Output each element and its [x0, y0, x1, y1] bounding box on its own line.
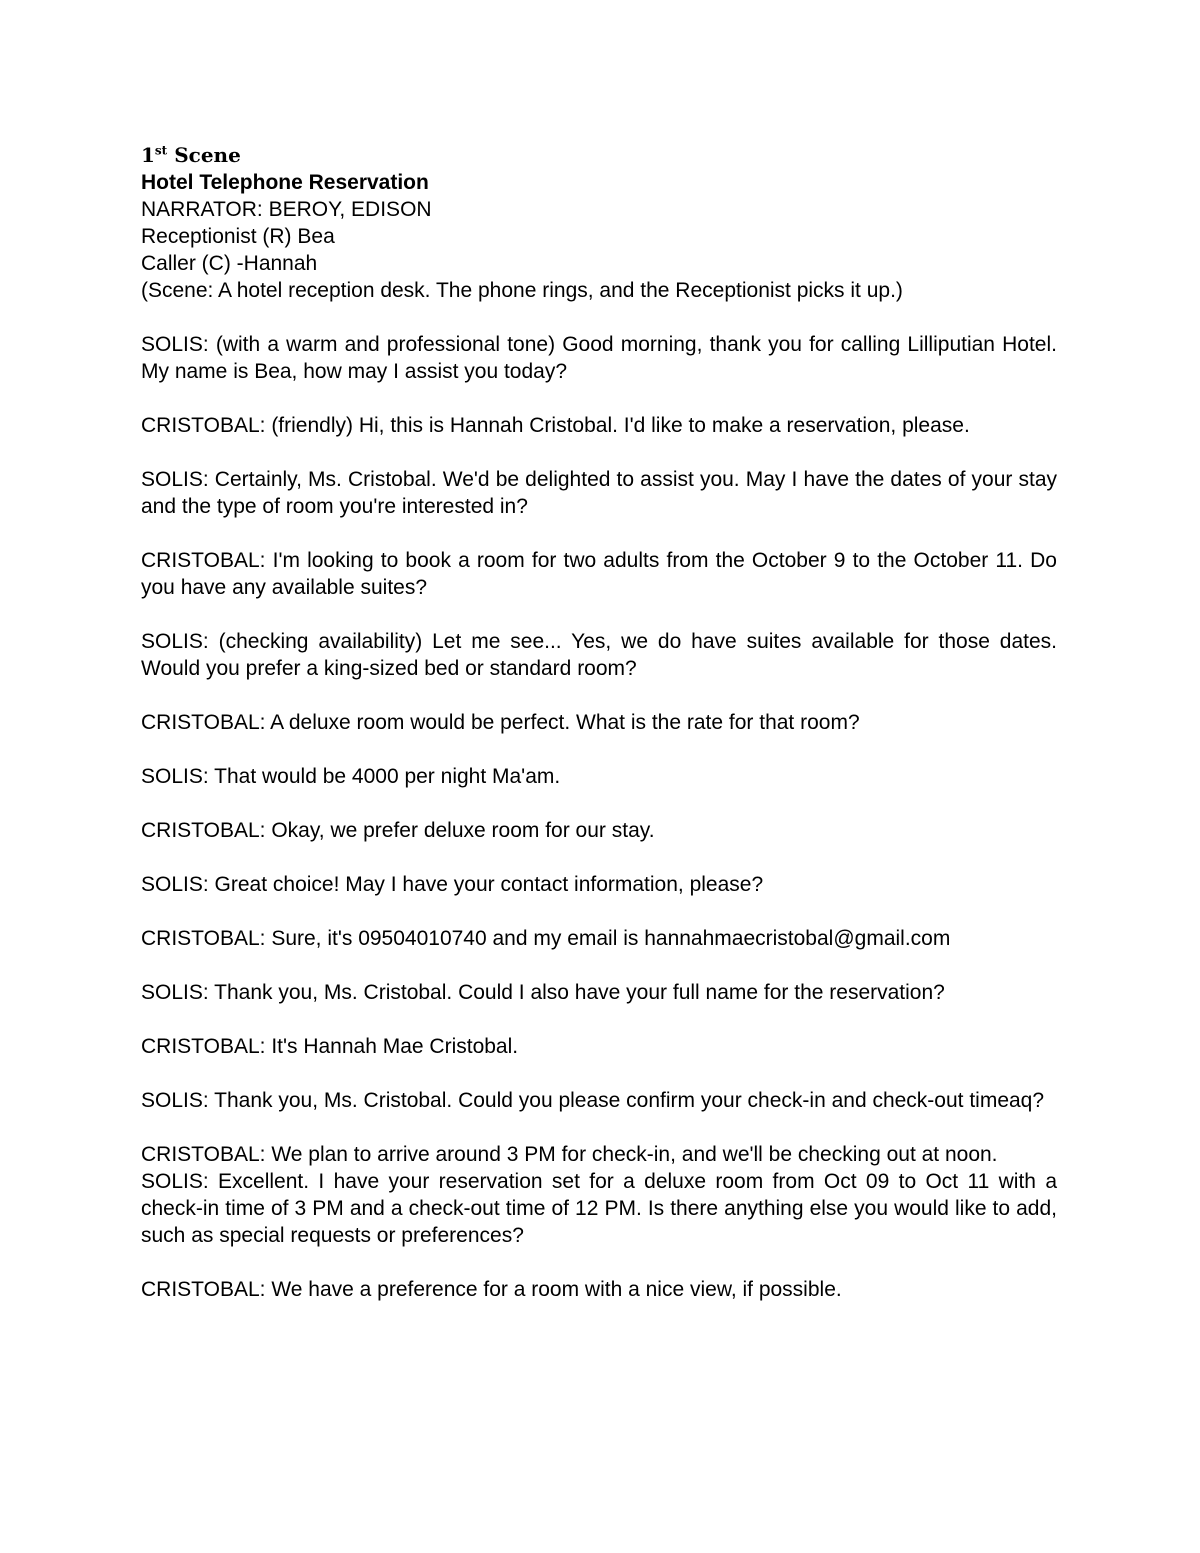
dialogue-line: CRISTOBAL: It's Hannah Mae Cristobal.	[141, 1035, 519, 1058]
narrator-line: NARRATOR: BEROY, EDISON	[141, 198, 432, 221]
dialogue-line: SOLIS: Thank you, Ms. Cristobal. Could I also have your full name for the reservation?	[141, 981, 945, 1004]
dialogue-line: CRISTOBAL: (friendly) Hi, this is Hannah Cristobal. I'd like to make a reservation, please.	[141, 414, 970, 437]
dialogue-line: CRISTOBAL: I'm looking to book a room for two adults from the October 9 to the October 11. Do you have any available suites?	[141, 549, 1057, 599]
dialogue-line: SOLIS: (checking availability) Let me see... Yes, we do have suites available for those dates. Would you prefer a king-sized bed or standard room?	[141, 630, 1057, 680]
document-page	[141, 142, 1057, 1330]
scene-number-suffix: st	[154, 143, 168, 158]
dialogue-line: SOLIS: Great choice! May I have your contact information, please?	[141, 873, 764, 896]
dialogue-line: SOLIS: Certainly, Ms. Cristobal. We'd be delighted to assist you. May I have the dates of your stay and the type of room you're interested in?	[141, 468, 1057, 518]
dialogue-line: CRISTOBAL: A deluxe room would be perfect. What is the rate for that room?	[141, 711, 860, 734]
document-title: Hotel Telephone Reservation	[141, 171, 429, 194]
caller-line: Caller (C) -Hannah	[141, 252, 318, 275]
dialogue-line: CRISTOBAL: We have a preference for a room with a nice view, if possible.	[141, 1278, 842, 1301]
scene-heading	[141, 142, 1057, 169]
receptionist-line: Receptionist (R) Bea	[141, 225, 335, 248]
dialogue-line: SOLIS: Thank you, Ms. Cristobal. Could you please confirm your check-in and check-out timeaq?	[141, 1089, 1045, 1112]
dialogue-line: CRISTOBAL: We plan to arrive around 3 PM for check-in, and we'll be checking out at noon.	[141, 1143, 998, 1166]
dialogue-line: CRISTOBAL: Sure, it's 09504010740 and my email is hannahmaecristobal@gmail.com	[141, 927, 951, 950]
scene-description: (Scene: A hotel reception desk. The phone rings, and the Receptionist picks it up.)	[141, 279, 903, 302]
dialogue-line: SOLIS: (with a warm and professional tone) Good morning, thank you for calling Lilliputian Hotel. My name is Bea, how may I assist you today?	[141, 333, 1057, 383]
dialogue-line: SOLIS: Excellent. I have your reservation set for a deluxe room from Oct 09 to Oct 11 with a check-in time of 3 PM and a check-out time of 12 PM. Is there anything else you would like to add, such as special requests or preferences?	[141, 1170, 1057, 1247]
scene-word: Scene	[174, 143, 241, 167]
dialogue-line: SOLIS: That would be 4000 per night Ma'am.	[141, 765, 561, 788]
scene-number: 1	[141, 143, 155, 167]
dialogue-line: CRISTOBAL: Okay, we prefer deluxe room for our stay.	[141, 819, 655, 842]
